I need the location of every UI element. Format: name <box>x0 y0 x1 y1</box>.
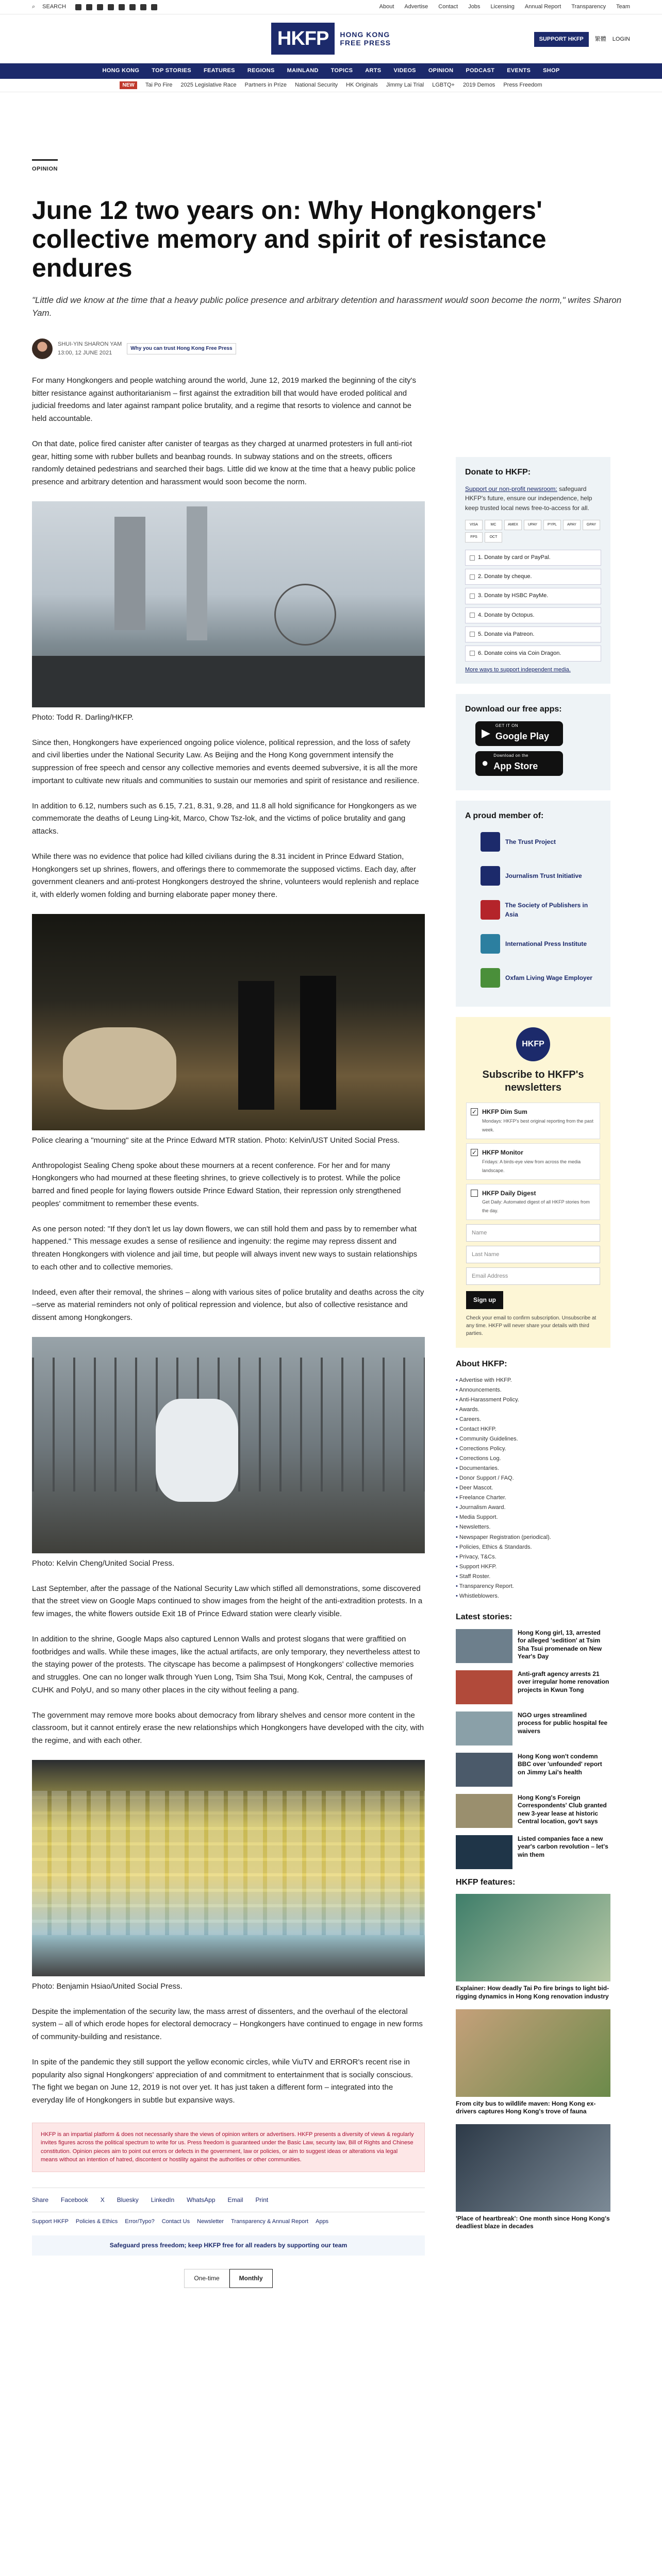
trending-link[interactable]: HK Originals <box>346 81 378 88</box>
nav-item[interactable]: VIDEOS <box>393 67 416 74</box>
nav-item[interactable]: MAINLAND <box>287 67 319 74</box>
store-small: GET IT ON <box>495 723 519 728</box>
features-title: HKFP features: <box>456 1877 516 1887</box>
monthly-tab[interactable]: Monthly <box>229 2269 273 2288</box>
support-link[interactable]: Transparency & Annual Report <box>231 2218 309 2225</box>
about-link[interactable]: • Support HKFP. <box>456 1563 610 1571</box>
utility-link[interactable]: Licensing <box>490 3 515 10</box>
utility-link[interactable]: Annual Report <box>524 3 561 10</box>
trending-link[interactable]: Tai Po Fire <box>145 81 173 88</box>
page-container <box>32 92 630 2288</box>
feature-thumbnail <box>456 2124 610 2212</box>
newsletter-option[interactable] <box>466 1184 600 1221</box>
masthead-actions <box>534 32 630 47</box>
checkbox-icon <box>470 613 475 618</box>
support-link[interactable]: Support HKFP <box>32 2218 69 2225</box>
facebook-icon[interactable] <box>97 4 103 10</box>
main-nav <box>0 63 662 79</box>
trending-link[interactable]: Partners in Prize <box>244 81 287 88</box>
paragraph: In spite of the pandemic they still support the yellow economic circles, while ViuTV and ERROR's recent rise in popularity also signal Hongkongers' appreciation of and commitment to entertainment that is socially conscious. The fight we began on June 12, 2019 is not over yet. It has just taken a different form – integrated into the everyday life of Hongkongers in subtle but expansive ways. <box>32 2057 413 2105</box>
top-utility-bar <box>0 0 662 14</box>
about-list <box>456 1376 610 1601</box>
crowd <box>32 656 425 707</box>
hkfp-features <box>456 1876 610 2231</box>
police-officer <box>300 976 336 1110</box>
amex-icon: AMEX <box>504 520 522 530</box>
story-item[interactable] <box>456 1835 610 1869</box>
photo-caption: Photo: Kelvin Cheng/United Social Press. <box>32 1558 174 1568</box>
visa-icon: VISA <box>465 520 483 530</box>
content-layout <box>32 375 630 2288</box>
org-name: Journalism Trust Initiative <box>505 872 582 879</box>
story-item[interactable] <box>456 1629 610 1663</box>
x-icon[interactable] <box>75 4 81 10</box>
newsletter-option[interactable] <box>466 1103 600 1139</box>
support-link[interactable]: Contact Us <box>161 2218 190 2225</box>
donation-frequency-toggle <box>32 2269 425 2288</box>
paragraph: For many Hongkongers and people watching around the world, June 12, 2019 marked the beginning of the city's bitter resistance against authoritarianism – first against the extradition bill that would have eroded political and judicial freedoms and later against rampant police brutality, and a regime that resorts to violence and cannot be held accountable. <box>32 376 416 423</box>
donate-options <box>465 550 601 661</box>
paragraph: In addition to the shrine, Google Maps also captured Lennon Walls and protest slogans that were graffitied on footbridges and walls. While these images, like the actual artifacts, are only temporary, they nevertheless attest to the staying power of the protests. The cityscape has become a palimpsest of Hongkongers' collective memories and struggles. One can no longer walk through Yuen Long, Tsim Sha Tsui, Mong Kok, Central, the campuses of CUHK and PolyU, and so many other places in the city without feeling a pang. <box>32 1634 420 1694</box>
story-item[interactable] <box>456 1794 610 1828</box>
photo-fence-flowers <box>32 1337 425 1553</box>
about-link[interactable]: • Freelance Charter. <box>456 1494 610 1502</box>
about-link[interactable]: • Journalism Award. <box>456 1503 610 1512</box>
logo-text <box>340 30 391 47</box>
newsletter-title: Subscribe to HKFP's newsletters <box>482 1069 584 1094</box>
donate-option[interactable] <box>465 569 601 585</box>
donate-title: Donate to HKFP: <box>465 467 531 477</box>
newsletter-name: HKFP Monitor <box>482 1148 523 1156</box>
trending-link[interactable]: Jimmy Lai Trial <box>386 81 424 88</box>
youtube-icon[interactable] <box>119 4 125 10</box>
search-link[interactable]: SEARCH <box>42 3 67 10</box>
paragraph: Since then, Hongkongers have experienced ongoing police violence, political repression, and the loss of safety and civil liberties under the National Security Law. As Beijing and the Hong Kong government intensify the suppression of free speech and censor any collective memories and events deemed subversive, it is all the more important to cultivate new rituals and communities to sustain our memories and spirit of resistance and resilience. <box>32 738 420 785</box>
feature-headline: 'Place of heartbreak': One month since Hong Kong's deadliest blaze in decades <box>456 2214 610 2230</box>
share-bar <box>32 2188 425 2213</box>
donate-box <box>456 457 610 684</box>
org-name: Oxfam Living Wage Employer <box>505 974 592 981</box>
support-link[interactable]: Apps <box>316 2218 329 2225</box>
share-x[interactable]: X <box>100 2196 105 2204</box>
payment-methods <box>465 520 601 543</box>
masthead <box>0 14 662 63</box>
observation-wheel <box>274 584 336 646</box>
about-link[interactable]: • Careers. <box>456 1415 610 1424</box>
trending-link[interactable]: 2025 Legislative Race <box>180 81 237 88</box>
photo-caption: Police clearing a "mourning" site at the Prince Edward MTR station. Photo: Kelvin/UST United Social Press. <box>32 1136 400 1145</box>
checkbox-icon <box>470 651 475 656</box>
about-link[interactable]: • Documentaries. <box>456 1464 610 1473</box>
logo-mark: HKFP <box>271 23 335 55</box>
support-link[interactable]: Error/Typo? <box>125 2218 155 2225</box>
store-text <box>495 723 549 743</box>
feature-thumbnail <box>456 1894 610 1981</box>
author-avatar <box>32 338 53 359</box>
newsletter-desc: Fridays: A birds-eye view from across the media landscape. <box>482 1159 581 1173</box>
photo-police-shrine <box>32 914 425 1130</box>
donate-option[interactable] <box>465 607 601 623</box>
store-text <box>493 753 538 773</box>
store-big: App Store <box>493 760 538 771</box>
google-play-icon: ▶ <box>482 726 490 740</box>
about-link[interactable]: • Advertise with HKFP. <box>456 1376 610 1385</box>
paragraph: Despite the implementation of the security law, the mass arrest of dissenters, and the overhaul of the electoral system – all of which erode hopes for electoral democracy – Hongkongers have continued to engage in new forms of community-building and resistance. <box>32 2007 423 2042</box>
feature-headline: Explainer: How deadly Tai Po fire brings to light bid-rigging dynamics in Hong Kong renovation industry <box>456 1985 609 2001</box>
org-name: International Press Institute <box>505 940 587 947</box>
support-link[interactable]: Policies & Ethics <box>75 2218 118 2225</box>
member-box <box>456 801 610 1007</box>
nav-item[interactable]: PODCAST <box>466 67 495 74</box>
share-linkedin[interactable]: LinkedIn <box>151 2196 175 2204</box>
nav-item[interactable]: HONG KONG <box>102 67 140 74</box>
fps-icon: FPS <box>465 532 483 543</box>
story-thumbnail <box>456 1670 512 1704</box>
feature-item[interactable] <box>456 2009 610 2116</box>
mastercard-icon: MC <box>485 520 502 530</box>
nav-item[interactable]: TOPICS <box>330 67 353 74</box>
donate-option-label: 4. Donate by Octopus. <box>478 612 535 618</box>
app-store-button[interactable] <box>475 751 563 776</box>
unionpay-icon: UPAY <box>524 520 541 530</box>
paragraph: As one person noted: "If they don't let us lay down flowers, we can still hold them and pass by to remember what happened." This message exudes a sense of resilience and ingenuity: the regime may repress dissent and threaten Hongkongers with violence and jail time, but people will always invent new ways to sustain relationships to each other and to collective memories. <box>32 1224 418 1272</box>
category-label[interactable]: OPINION <box>32 159 58 174</box>
newsletter-option[interactable] <box>466 1143 600 1180</box>
login-link[interactable]: LOGIN <box>612 36 630 42</box>
donate-option-label: 5. Donate via Patreon. <box>478 631 535 637</box>
org-icon <box>481 934 500 954</box>
about-link[interactable]: • Newspaper Registration (periodical). <box>456 1533 610 1542</box>
donate-option-label: 1. Donate by card or PayPal. <box>478 554 551 561</box>
donate-option[interactable] <box>465 588 601 604</box>
checkbox-icon <box>470 632 475 637</box>
new-badge: NEW <box>120 81 137 90</box>
share-bluesky[interactable]: Bluesky <box>117 2196 139 2204</box>
trending-link[interactable]: LGBTQ+ <box>432 81 455 88</box>
support-link[interactable]: Newsletter <box>197 2218 224 2225</box>
donate-intro-text: safeguard HKFP's future, ensure our independence, help keep trusted local news free-to-access for all. <box>465 485 592 512</box>
share-print[interactable]: Print <box>255 2196 269 2204</box>
about-link[interactable]: • Media Support. <box>456 1513 610 1522</box>
email-field[interactable]: Email Address <box>466 1267 600 1285</box>
about-link[interactable]: • Deer Mascot. <box>456 1484 610 1493</box>
story-headline: Listed companies face a new year's carbon revolution – let's win them <box>518 1835 608 1858</box>
paragraph: Anthropologist Sealing Cheng spoke about these mourners at a recent conference. For her and for many Hongkongers who had mourned at these fleeting shrines, to grieve collectively is to protest. While the police barred and fined people for laying flowers outside Prince Edward Station, their repression only strengthened peoples' commitment to remember these events. <box>32 1161 401 1208</box>
apps-title: Download our free apps: <box>465 704 562 714</box>
search-icon[interactable]: ⌕ <box>32 3 36 10</box>
instagram-icon[interactable] <box>108 4 114 10</box>
one-time-tab[interactable]: One-time <box>184 2269 229 2288</box>
about-link[interactable]: • Newsletters. <box>456 1523 610 1532</box>
story-item[interactable] <box>456 1670 610 1704</box>
more-ways-link[interactable]: More ways to support independent media. <box>465 666 571 673</box>
nav-item[interactable]: TOP STORIES <box>152 67 191 74</box>
signup-button[interactable]: Sign up <box>466 1291 503 1309</box>
nav-item[interactable]: EVENTS <box>507 67 531 74</box>
checkbox-icon <box>470 574 475 580</box>
about-link[interactable]: • Policies, Ethics & Standards. <box>456 1543 610 1552</box>
trust-project-logo[interactable] <box>481 827 601 856</box>
white-flowers <box>156 1399 238 1502</box>
apple-icon: ● <box>482 756 489 770</box>
jti-logo[interactable] <box>481 861 601 890</box>
newsletter-desc: Mondays: HKFP's best original reporting from the past week. <box>482 1118 593 1132</box>
story-thumbnail <box>456 1835 512 1869</box>
logo-line: HONG KONG <box>340 30 390 39</box>
member-title: A proud member of: <box>465 811 544 820</box>
telegram-icon[interactable] <box>151 4 157 10</box>
article-body <box>32 375 425 2288</box>
checkbox-icon <box>470 594 475 599</box>
language-switch[interactable]: 繁體 <box>594 36 606 42</box>
share-email[interactable]: Email <box>227 2196 243 2204</box>
donate-option[interactable] <box>465 646 601 662</box>
apps-box <box>456 694 610 790</box>
feature-item[interactable] <box>456 2124 610 2231</box>
utility-link[interactable]: Team <box>616 3 630 10</box>
share-whatsapp[interactable]: WhatsApp <box>187 2196 216 2204</box>
last-name-field[interactable]: Last Name <box>466 1246 600 1263</box>
utility-links <box>379 3 630 11</box>
checkbox-unchecked[interactable] <box>471 1190 478 1197</box>
story-item[interactable] <box>456 1753 610 1787</box>
about-link[interactable]: • Corrections Log. <box>456 1454 610 1463</box>
donate-intro <box>465 484 601 513</box>
utility-link[interactable]: Contact <box>438 3 458 10</box>
paragraph: On that date, police fired canister after canister of teargas as they charged at unarmed protesters in full anti-riot gear, hitting some with rubber bullets and beanbag rounds. In subway stations and on the streets, officers randomly detained pedestrians and searched their bags. Little did we know at the time that a heavy public police presence and arbitrary detention and harassment would soon become the norm. <box>32 439 416 487</box>
site-logo[interactable] <box>271 23 391 55</box>
support-hkfp-button[interactable]: SUPPORT HKFP <box>534 32 589 47</box>
story-thumbnail <box>456 1794 512 1828</box>
paragraph: In addition to 6.12, numbers such as 6.15, 7.21, 8.31, 9.28, and 11.8 all hold significance for Hongkongers as we commemorate the deaths of Leung Ling-kit, Marco, Chow Tsz-lok, and the victims of police brutality and gang attacks. <box>32 801 417 836</box>
oxfam-logo[interactable] <box>481 963 601 992</box>
publish-date: 13:00, 12 JUNE 2021 <box>58 349 112 356</box>
org-name: The Trust Project <box>505 838 556 845</box>
nav-item[interactable]: FEATURES <box>203 67 235 74</box>
donate-intro-link[interactable]: Support our non-profit newsroom: <box>465 485 557 493</box>
paragraph: Indeed, even after their removal, the shrines – along with various sites of police brutality and deaths across the city –serve as material reminders not only of political repression and violence, but also of collective resistance and dissent among Hongkongers. <box>32 1287 424 1323</box>
story-thumbnail <box>456 1711 512 1745</box>
newsletter-name: HKFP Daily Digest <box>482 1189 536 1197</box>
paragraph: Last September, after the passage of the National Security Law which stifled all demonstrations, some discovered that the street view on Google Maps continued to show images from the height of the anti-extradition protests. In a few images, the white flowers outside Exit 1B of Prince Edward station were clearly visible. <box>32 1584 423 1619</box>
latest-stories <box>456 1611 610 1869</box>
feature-thumbnail <box>456 2009 610 2097</box>
support-banner: Safeguard press freedom; keep HKFP free for all readers by supporting our team <box>32 2235 425 2256</box>
story-headline: NGO urges streamlined process for public hospital fee waivers <box>518 1711 608 1735</box>
trust-badge[interactable]: Why you can trust Hong Kong Free Press <box>127 343 236 354</box>
paragraph: The government may remove more books about democracy from library shelves and censor more content in the classroom, but it cannot entirely erase the new relationships which Hongkongers have developed with the city, with the regime, and with each other. <box>32 1710 424 1745</box>
apple-pay-icon: APAY <box>563 520 581 530</box>
feature-item[interactable] <box>456 1894 610 2001</box>
photo-harbour-protest <box>32 501 425 707</box>
byline <box>32 338 630 359</box>
trending-link[interactable]: National Security <box>294 81 338 88</box>
checkbox-checked[interactable] <box>471 1108 478 1115</box>
about-link[interactable]: • Transparency Report. <box>456 1582 610 1591</box>
about-link[interactable]: • Whistleblowers. <box>456 1592 610 1601</box>
nav-item[interactable]: REGIONS <box>247 67 275 74</box>
article-header <box>32 92 630 359</box>
nav-item[interactable]: ARTS <box>365 67 382 74</box>
sticky-notes <box>32 1791 425 1935</box>
skyscraper <box>114 517 145 630</box>
utility-link[interactable]: Transparency <box>571 3 606 10</box>
trending-link[interactable]: Press Freedom <box>503 81 542 88</box>
newsletter-desc: Get Daily: Automated digest of all HKFP stories from the day. <box>482 1199 590 1214</box>
org-icon <box>481 968 500 988</box>
checkbox-icon <box>470 555 475 561</box>
photo-caption: Photo: Todd R. Darling/HKFP. <box>32 713 134 722</box>
story-headline: Anti-graft agency arrests 21 over irregular home renovation projects in Kwun Tong <box>518 1670 609 1693</box>
support-links <box>32 2217 425 2226</box>
opinion-disclaimer: HKFP is an impartial platform & does not necessarily share the views of opinion writers or advertisers. HKFP presents a diversity of views & regularly invites figures across the political spectrum to write for us. Press freedom is guaranteed under the Basic Law, security law, Bill of Rights and Chinese constitution. Opinion pieces aim to point out errors or defects in the government, law or policies, or aim to suggest ideas or alterations via legal means without an intention of hatred, discontent or hostility against the authorities or other communities. <box>32 2123 425 2172</box>
skyscraper <box>187 506 207 640</box>
donate-option-label: 3. Donate by HSBC PayMe. <box>478 592 549 599</box>
story-item[interactable] <box>456 1711 610 1745</box>
about-link[interactable]: • Announcements. <box>456 1386 610 1395</box>
story-headline: Hong Kong girl, 13, arrested for alleged 'sedition' at Tsim Sha Tsui promenade on New Year's Day <box>518 1629 602 1660</box>
donate-option-label: 2. Donate by cheque. <box>478 573 532 580</box>
story-thumbnail <box>456 1753 512 1787</box>
photo-caption: Photo: Benjamin Hsiao/United Social Press. <box>32 1981 183 1991</box>
latest-title: Latest stories: <box>456 1612 512 1621</box>
org-icon <box>481 900 500 920</box>
utility-link[interactable]: Advertise <box>404 3 428 10</box>
about-link[interactable]: • Contact HKFP. <box>456 1425 610 1434</box>
bluesky-icon[interactable] <box>86 4 92 10</box>
checkbox-checked[interactable] <box>471 1149 478 1156</box>
about-link[interactable]: • Corrections Policy. <box>456 1445 610 1453</box>
flowers <box>63 1027 176 1110</box>
newsletter-name: HKFP Dim Sum <box>482 1108 527 1116</box>
about-link[interactable]: • Staff Roster. <box>456 1572 610 1581</box>
about-link[interactable]: • Donor Support / FAQ. <box>456 1474 610 1483</box>
paragraph: While there was no evidence that police had killed civilians during the 8.31 incident in Prince Edward Station, Hongkongers set up shrines, flowers, and offerings there to commemorate the supposed victims. Each day, after government cleaners and anti-protest Hongkongers destroyed the shrine, volunteers would replenish and replace it, with elderly women folding and burning elaborate paper money there. <box>32 852 419 900</box>
story-headline: Hong Kong won't condemn BBC over 'unfounded' report on Jimmy Lai's health <box>518 1752 602 1776</box>
store-small: Download on the <box>493 753 528 758</box>
newsletter-logo: HKFP <box>516 1027 550 1061</box>
story-thumbnail <box>456 1629 512 1663</box>
police-officer <box>238 981 274 1110</box>
donate-option[interactable] <box>465 550 601 566</box>
donate-option[interactable] <box>465 626 601 642</box>
about-link[interactable]: • Privacy, T&Cs. <box>456 1553 610 1562</box>
ipi-logo[interactable] <box>481 929 601 958</box>
org-icon <box>481 832 500 852</box>
author-name[interactable]: SHUI-YIN SHARON YAM <box>58 341 122 347</box>
newsletter-box <box>456 1017 610 1348</box>
share-label: Share <box>32 2196 49 2204</box>
threads-icon[interactable] <box>129 4 136 10</box>
about-link[interactable]: • Awards. <box>456 1405 610 1414</box>
octopus-icon: OCT <box>485 532 502 543</box>
feature-headline: From city bus to wildlife maven: Hong Kong ex-drivers captures Hong Kong's trove of fauna <box>456 2099 596 2115</box>
google-pay-icon: GPAY <box>583 520 600 530</box>
nav-item[interactable]: SHOP <box>543 67 560 74</box>
name-field[interactable]: Name <box>466 1224 600 1242</box>
utility-link[interactable]: About <box>379 3 394 10</box>
store-big: Google Play <box>495 731 549 741</box>
about-link[interactable]: • Community Guidelines. <box>456 1435 610 1444</box>
donate-option-label: 6. Donate coins via Coin Dragon. <box>478 650 561 656</box>
about-title: About HKFP: <box>456 1359 507 1368</box>
about-box <box>456 1358 610 1601</box>
logo-line: FREE PRESS <box>340 38 391 47</box>
nav-item[interactable]: OPINION <box>428 67 454 74</box>
google-play-button[interactable] <box>475 721 563 746</box>
org-name: The Society of Publishers in Asia <box>505 901 588 919</box>
newsletter-note: Check your email to confirm subscription. Unsubscribe at any time. HKFP will never share your details with third parties. <box>466 1315 597 1336</box>
paypal-icon: PYPL <box>543 520 561 530</box>
utility-link[interactable]: Jobs <box>468 3 481 10</box>
sidebar <box>456 457 610 2288</box>
article-dek: "Little did we know at the time that a heavy public police presence and arbitrary detention and harassment would soon become the norm," writes Sharon Yam. <box>32 295 622 318</box>
linkedin-icon[interactable] <box>140 4 146 10</box>
photo-lennon-wall <box>32 1760 425 1976</box>
org-icon <box>481 866 500 886</box>
sopa-logo[interactable] <box>481 895 601 924</box>
trending-link[interactable]: 2019 Demos <box>462 81 495 88</box>
story-headline: Hong Kong's Foreign Correspondents' Club granted new 3-year lease at historic Central location, gov't says <box>518 1793 607 1825</box>
article-title: June 12 two years on: Why Hongkongers' collective memory and spirit of resistance endures <box>32 195 547 282</box>
social-icons <box>75 4 157 10</box>
trending-bar <box>0 79 662 92</box>
share-facebook[interactable]: Facebook <box>61 2196 88 2204</box>
byline-text <box>58 340 122 358</box>
about-link[interactable]: • Anti-Harassment Policy. <box>456 1396 610 1404</box>
